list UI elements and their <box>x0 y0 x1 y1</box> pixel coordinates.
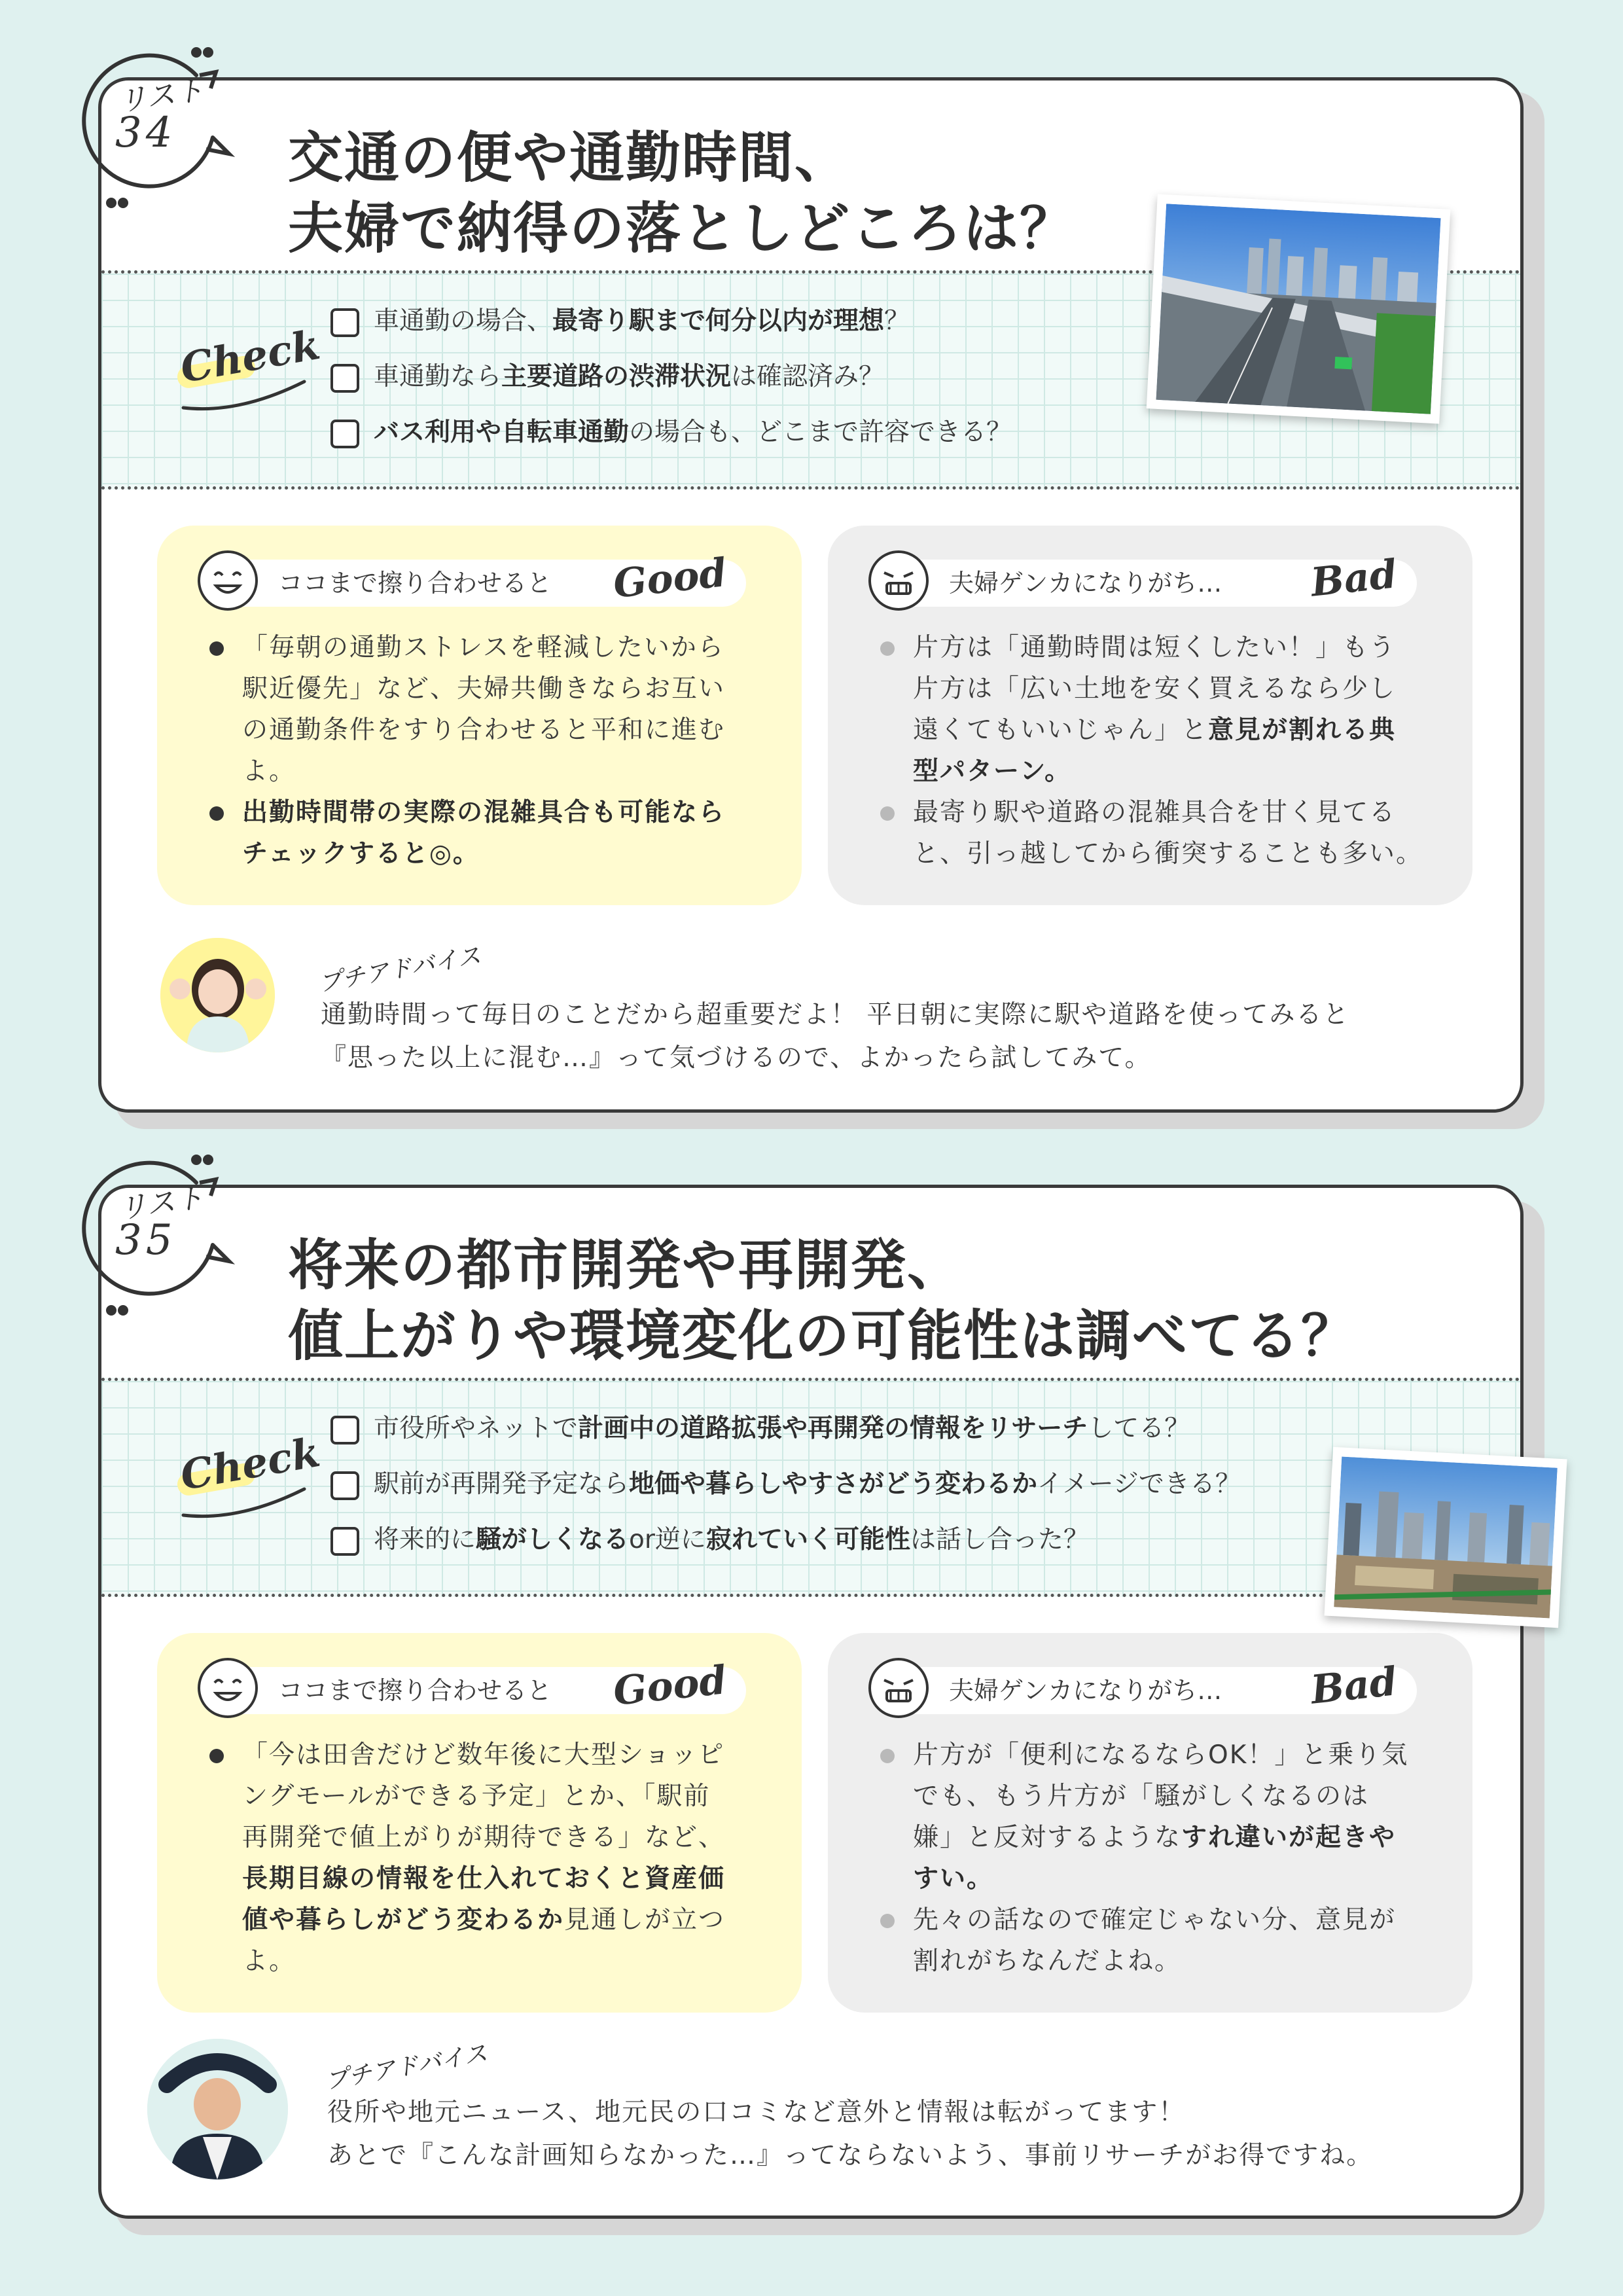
advice-text: 通勤時間って毎日のことだから超重要だよ！ 平日朝に実際に駅や道路を使ってみると 『思った以上に混む…』って気づけるので、よかったら試してみて。 <box>321 1000 1350 1073</box>
checkbox-icon[interactable] <box>330 364 359 393</box>
bad-panel <box>828 1633 1472 2013</box>
bad-panel-label: 夫婦ゲンカになりがち… <box>949 569 1222 598</box>
list-badge-34 <box>72 46 229 203</box>
check-item[interactable]: 車通勤の場合、最寄り駅まで何分以内が理想？ <box>330 303 910 340</box>
checkbox-icon[interactable] <box>330 308 359 337</box>
good-panel <box>157 1633 802 2013</box>
check-item[interactable]: 駅前が再開発予定なら地価や暮らしやすさがどう変わるかイメージできる？ <box>330 1466 1241 1503</box>
section-35-card <box>98 1185 1524 2219</box>
angry-face-icon <box>868 550 929 611</box>
happy-face-icon <box>198 1658 258 1718</box>
bad-panel-header <box>874 551 1417 607</box>
good-panel <box>157 526 802 905</box>
section-title-line2: 夫婦で納得の落としどころは？ <box>288 196 1077 260</box>
section-title-line2: 値上がりや環境変化の可能性は調べてる？ <box>288 1304 1358 1368</box>
list-badge-35 <box>72 1153 229 1310</box>
redevelopment-photo <box>1324 1447 1567 1628</box>
check-item[interactable]: 将来的に騒がしくなるor逆に寂れていく可能性は話し合った？ <box>330 1522 1089 1558</box>
bad-stamp: Bad <box>1309 1659 1400 1713</box>
checkbox-icon[interactable] <box>330 420 359 448</box>
bad-bullet: 最寄り駅や道路の混雑具合を甘く見てる と、引っ越してから衝突することも多い。 <box>880 792 1436 874</box>
advice-text: 役所や地元ニュース、地元民の口コミなど意外と情報は転がってます！ あとで『こんな計画知らなかった…』ってならないよう、事前リサーチがお得ですね。 <box>327 2098 1374 2170</box>
bad-stamp: Bad <box>1309 551 1400 606</box>
good-stamp: Good <box>611 1657 729 1715</box>
check-band <box>101 1378 1520 1597</box>
good-bullet: 「今は田舎だけど数年後に大型ショッピ ングモールができる予定」とか、「駅前 再開発で値上がりが期待できる」など、 長期目線の情報を仕入れておくと資産価 値や暮らしがどう変わるか見通しが立つ よ。 <box>209 1734 766 1982</box>
bad-bullet: 片方が「便利になるならOK！」と乗り気 でも、もう片方が「騒がしくなるのは 嫌」と反対するようなすれ違いが起きや すい。 <box>880 1734 1436 1899</box>
check-logo: Check <box>177 320 324 393</box>
highway-photo <box>1147 194 1451 424</box>
good-stamp: Good <box>611 550 729 607</box>
badge-label: リスト <box>116 73 206 118</box>
advisor-avatar <box>160 938 275 1052</box>
badge-number: 34 <box>115 109 177 157</box>
check-item[interactable]: 車通勤なら主要道路の渋滞状況は確認済み？ <box>330 359 884 395</box>
section-title-line1: 将来の都市開発や再開発、 <box>288 1233 964 1297</box>
bad-bullet: 片方は「通勤時間は短くしたい！」もう 片方は「広い土地を安く買えるなら少し 遠くてもいいじゃん」と意見が割れる典 型パターン。 <box>880 627 1436 792</box>
checkbox-icon[interactable] <box>330 1527 359 1556</box>
good-panel-label: ココまで擦り合わせると <box>278 569 552 598</box>
checkbox-icon[interactable] <box>330 1471 359 1500</box>
good-bullet: 出勤時間帯の実際の混雑具合も可能なら チェックすると◎。 <box>209 792 766 874</box>
advice-tag: プチアドバイス <box>316 942 484 997</box>
good-panel-label: ココまで擦り合わせると <box>278 1676 552 1705</box>
check-swoosh-icon <box>180 378 311 418</box>
good-bullet: 「毎朝の通勤ストレスを軽減したいから 駅近優先」など、夫婦共働きならお互い の通勤条件をすり合わせると平和に進む よ。 <box>209 627 766 792</box>
bad-panel-label: 夫婦ゲンカになりがち… <box>949 1676 1222 1705</box>
check-logo: Check <box>177 1427 324 1500</box>
checkbox-icon[interactable] <box>330 1416 359 1444</box>
happy-face-icon <box>198 550 258 611</box>
badge-number: 35 <box>115 1216 177 1265</box>
check-swoosh-icon <box>180 1486 311 1525</box>
section-title-line1: 交通の便や通勤時間、 <box>288 126 851 190</box>
good-panel-header <box>203 1657 746 1715</box>
angry-face-icon <box>868 1658 929 1718</box>
good-panel-header <box>203 550 746 607</box>
bad-panel-header <box>874 1659 1417 1714</box>
bad-panel <box>828 526 1472 905</box>
check-item[interactable]: 市役所やネットで計画中の道路拡張や再開発の情報をリサーチしてる？ <box>330 1410 1190 1447</box>
check-item[interactable]: バス利用や自転車通勤の場合も、どこまで許容できる？ <box>330 414 1012 451</box>
advice-tag: プチアドバイス <box>323 2039 490 2095</box>
advisor-avatar <box>147 2039 288 2179</box>
badge-label: リスト <box>116 1181 206 1226</box>
bad-bullet: 先々の話なので確定じゃない分、意見が 割れがちなんだよね。 <box>880 1899 1436 1982</box>
